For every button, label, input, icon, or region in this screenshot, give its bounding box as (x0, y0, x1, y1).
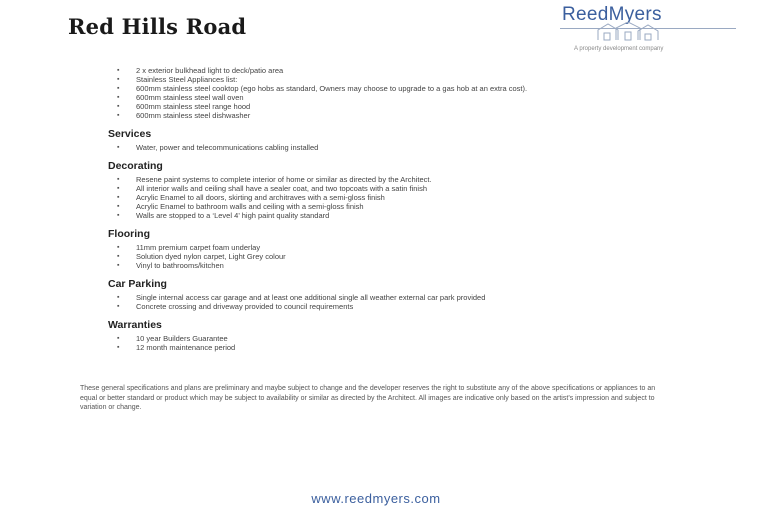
page-title: Red Hills Road (68, 14, 247, 39)
list-item (108, 343, 668, 352)
section-heading: Warranties (108, 319, 162, 331)
list-item (108, 243, 668, 252)
list-item (108, 293, 668, 302)
list-item-text: Single internal access car garage and at least one additional single all weather external car park provided (136, 293, 486, 302)
list-item (108, 75, 668, 84)
bullet-icon: ▪ (117, 67, 120, 74)
list-item (108, 334, 668, 343)
list-item-text: Acrylic Enamel to bathroom walls and ceiling with a semi-gloss finish (136, 202, 364, 211)
intro-list (108, 66, 668, 120)
bullet-icon: ▪ (117, 203, 120, 210)
list-item (108, 102, 668, 111)
section-heading: Decorating (108, 160, 163, 172)
bullet-icon: ▪ (117, 94, 120, 101)
list-item (108, 143, 668, 152)
list-item-text: Vinyl to bathrooms/kitchen (136, 261, 224, 270)
bullet-icon: ▪ (117, 262, 120, 269)
bullet-icon: ▪ (117, 103, 120, 110)
list-item-text: 12 month maintenance period (136, 343, 236, 352)
list-item (108, 302, 668, 311)
section-list (108, 334, 668, 352)
bullet-icon: ▪ (117, 335, 120, 342)
disclaimer-text: These general specifications and plans are preliminary and maybe subject to change and the developer reserves the right to substitute any of the above specifications or appliances to an equal or better standard or product which may be subject to availability or similar as directed by the Architect. All images are indicative only based on the artist’s impression and subject to variation or change. (80, 385, 656, 411)
section-heading: Flooring (108, 228, 150, 240)
bullet-icon: ▪ (117, 194, 120, 201)
list-item (108, 184, 668, 193)
company-logo (548, 2, 748, 58)
list-item (108, 66, 668, 75)
list-item (108, 252, 668, 261)
footer-website-link[interactable]: www.reedmyers.com (311, 491, 441, 506)
section-list (108, 293, 668, 311)
bullet-icon: ▪ (117, 185, 120, 192)
list-item-text: Stainless Steel Appliances list: (136, 75, 238, 84)
bullet-icon: ▪ (117, 85, 120, 92)
section-list (108, 143, 668, 152)
logo-tagline: A property development company (574, 46, 664, 52)
list-item (108, 202, 668, 211)
bullet-icon: ▪ (117, 244, 120, 251)
list-item (108, 261, 668, 270)
specification-content (108, 66, 668, 352)
section-heading: Services (108, 128, 152, 140)
list-item-text: Acrylic Enamel to all doors, skirting and architraves with a semi-gloss finish (136, 193, 385, 202)
bullet-icon: ▪ (117, 294, 120, 301)
house-icon (596, 22, 676, 42)
list-item-text: 2 x exterior bulkhead light to deck/patio area (136, 66, 284, 75)
list-item-text: 11mm premium carpet foam underlay (136, 243, 261, 252)
bullet-icon: ▪ (117, 303, 120, 310)
sections (108, 128, 668, 352)
list-item (108, 193, 668, 202)
list-item (108, 111, 668, 120)
list-item-text: Solution dyed nylon carpet, Light Grey colour (136, 252, 286, 261)
list-item-text: Water, power and telecommunications cabling installed (136, 143, 319, 152)
section-heading: Car Parking (108, 278, 167, 290)
bullet-icon: ▪ (117, 344, 120, 351)
bullet-icon: ▪ (117, 253, 120, 260)
bullet-icon: ▪ (117, 176, 120, 183)
list-item-text: Concrete crossing and driveway provided to council requirements (136, 302, 354, 311)
bullet-icon: ▪ (117, 76, 120, 83)
list-item-text: 600mm stainless steel dishwasher (136, 111, 251, 120)
list-item (108, 84, 668, 93)
list-item (108, 93, 668, 102)
section-list (108, 243, 668, 270)
bullet-icon: ▪ (117, 112, 120, 119)
list-item-text: 600mm stainless steel cooktop (ego hobs as standard, Owners may choose to upgrade to a gas hob at an extra cost). (136, 84, 528, 93)
list-item (108, 175, 668, 184)
list-item-text: 600mm stainless steel wall oven (136, 93, 244, 102)
list-item-text: 10 year Builders Guarantee (136, 334, 228, 343)
bullet-icon: ▪ (117, 144, 120, 151)
list-item-text: 600mm stainless steel range hood (136, 102, 251, 111)
logo-wordmark: ReedMyers (562, 4, 662, 25)
list-item-text: All interior walls and ceiling shall have a sealer coat, and two topcoats with a satin finish (136, 184, 427, 193)
list-item-text: Walls are stopped to a ‘Level 4’ high paint quality standard (136, 211, 330, 220)
bullet-icon: ▪ (117, 212, 120, 219)
list-item (108, 211, 668, 220)
list-item-text: Resene paint systems to complete interior of home or similar as directed by the Architect. (136, 175, 432, 184)
section-list (108, 175, 668, 220)
